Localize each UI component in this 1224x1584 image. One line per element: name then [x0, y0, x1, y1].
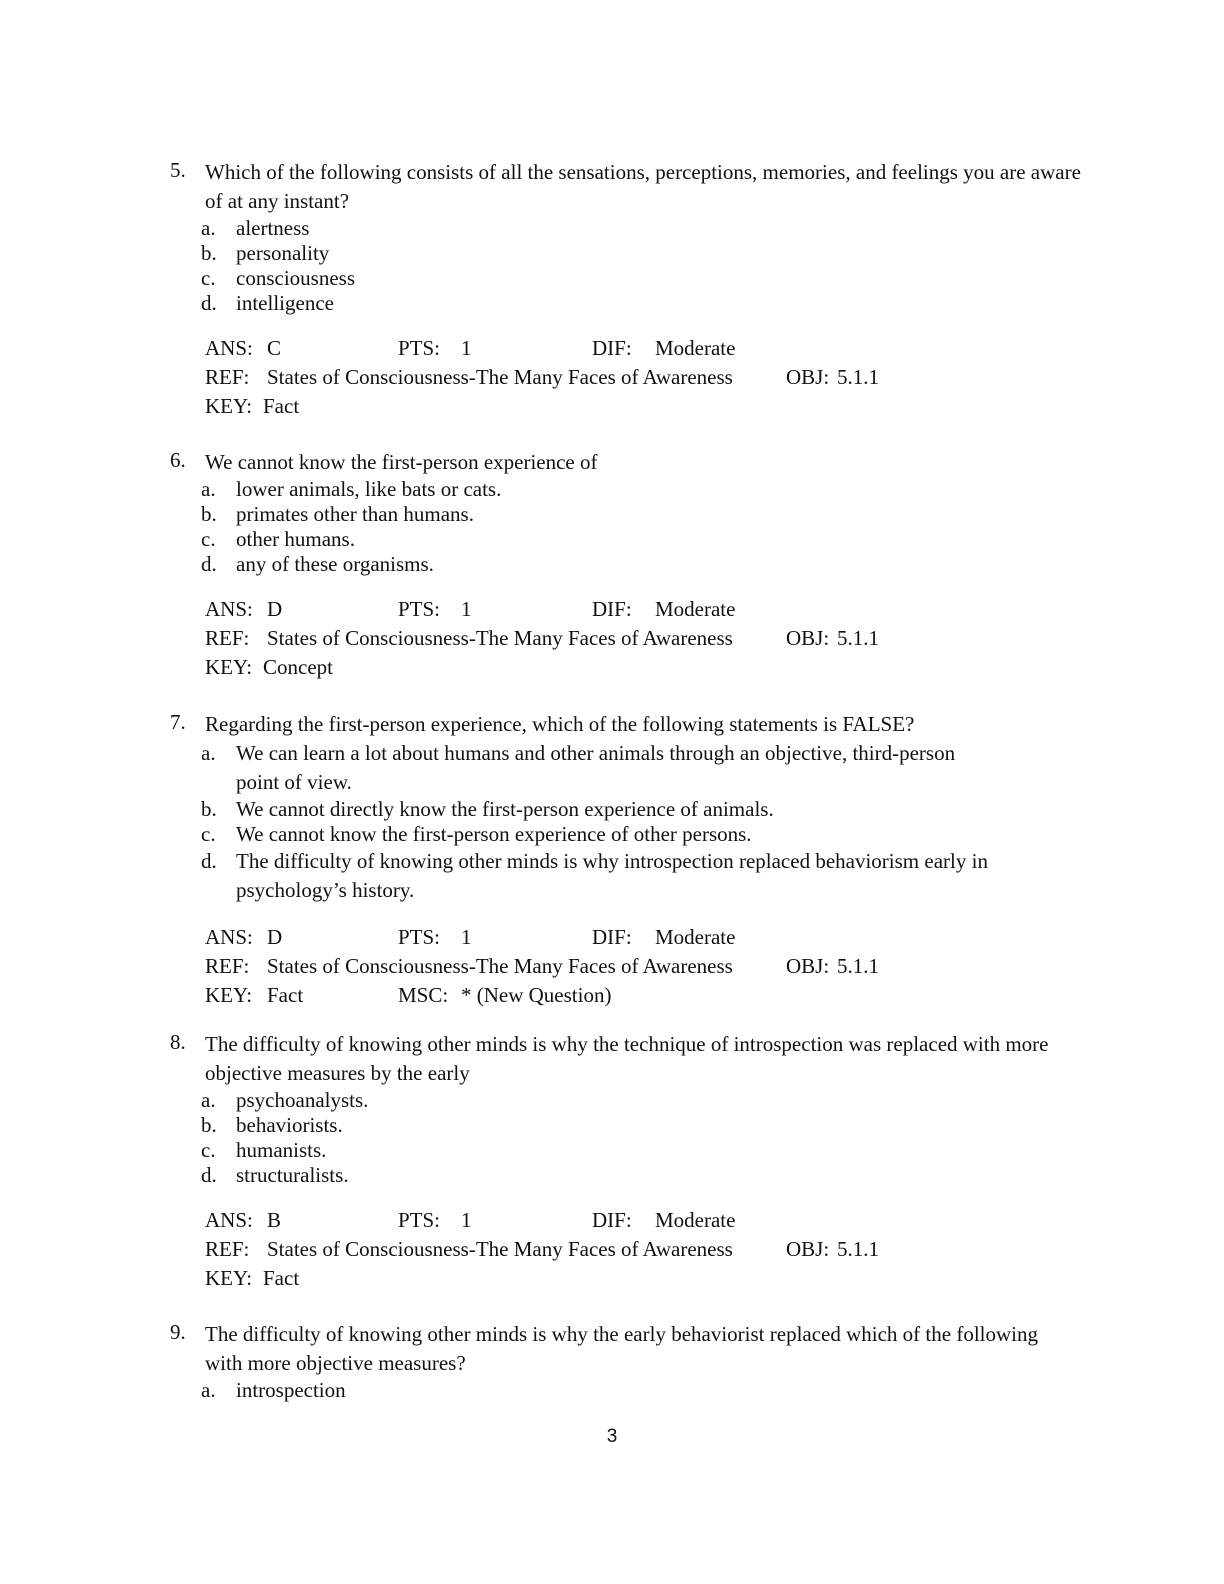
- obj-label: OBJ:: [786, 1237, 830, 1261]
- key-label: KEY:: [205, 655, 253, 679]
- pts-label: PTS:: [398, 597, 441, 621]
- question-stem: The difficulty of knowing other minds is why the technique of introspection was replaced with more objective measures by the early: [205, 1032, 1049, 1085]
- ans-label: ANS:: [205, 925, 253, 949]
- key-value: Fact: [263, 394, 300, 418]
- meta-row-ans: [205, 1206, 1090, 1235]
- ref-label: REF:: [205, 954, 250, 978]
- meta-row-ans: [205, 923, 1090, 952]
- pts-label: PTS:: [398, 925, 441, 949]
- choice-letter: a.: [201, 477, 216, 501]
- ans-label: ANS:: [205, 597, 253, 621]
- obj-value: 5.1.1: [837, 626, 879, 650]
- choice-b: [201, 241, 1090, 266]
- choice-letter: c.: [201, 527, 216, 551]
- choice-letter: a.: [201, 216, 216, 240]
- key-label: KEY:: [205, 394, 253, 418]
- choice-b: [201, 502, 1090, 527]
- meta-row-ref: [205, 1235, 1090, 1264]
- obj-label: OBJ:: [786, 626, 830, 650]
- choice-list: [170, 739, 1090, 905]
- obj-value: 5.1.1: [837, 954, 879, 978]
- ref-label: REF:: [205, 365, 250, 389]
- choice-letter: d.: [201, 552, 217, 576]
- meta-row-ref: [205, 363, 1090, 392]
- answer-metadata: [205, 923, 1090, 1009]
- key-value: Concept: [263, 655, 333, 679]
- ref-value: States of Consciousness-The Many Faces of Awareness: [267, 954, 733, 978]
- key-label: KEY:: [205, 1266, 253, 1290]
- choice-text: lower animals, like bats or cats.: [236, 477, 502, 501]
- choice-text: intelligence: [236, 291, 334, 315]
- choice-text: primates other than humans.: [236, 502, 474, 526]
- question-9: [170, 1320, 1090, 1403]
- question-7: [170, 710, 1090, 1009]
- msc-value: * (New Question): [461, 983, 612, 1007]
- ref-label: REF:: [205, 1237, 250, 1261]
- obj-value: 5.1.1: [837, 365, 879, 389]
- answer-metadata: [205, 334, 1090, 420]
- choice-letter: c.: [201, 822, 216, 846]
- choice-letter: b.: [201, 1113, 217, 1137]
- choice-text: consciousness: [236, 266, 355, 290]
- choice-text: structuralists.: [236, 1163, 349, 1187]
- pts-value: 1: [461, 1208, 472, 1232]
- choice-letter: d.: [201, 849, 217, 873]
- choice-text: alertness: [236, 216, 310, 240]
- page-number: 3: [606, 1426, 618, 1447]
- choice-letter: b.: [201, 797, 217, 821]
- choice-letter: b.: [201, 241, 217, 265]
- choice-c: [201, 266, 1090, 291]
- choice-letter: a.: [201, 741, 216, 765]
- choice-letter: a.: [201, 1088, 216, 1112]
- key-label: KEY:: [205, 983, 253, 1007]
- choice-list: [170, 1378, 1090, 1403]
- choice-letter: d.: [201, 291, 217, 315]
- dif-value: Moderate: [655, 336, 736, 360]
- choice-a: [201, 1378, 1090, 1403]
- choice-text: other humans.: [236, 527, 355, 551]
- meta-row-ans: [205, 334, 1090, 363]
- meta-row-ref: [205, 624, 1090, 653]
- choice-c: [201, 527, 1090, 552]
- question-8: [170, 1030, 1090, 1292]
- question-5: [170, 158, 1090, 420]
- question-stem: The difficulty of knowing other minds is why the early behaviorist replaced which of the following with more objective measures?: [205, 1322, 1038, 1375]
- choice-text: We can learn a lot about humans and other animals through an objective, third-person point of view.: [236, 741, 956, 794]
- choice-letter: a.: [201, 1378, 216, 1402]
- pts-value: 1: [461, 925, 472, 949]
- ans-value: B: [267, 1208, 282, 1232]
- question-stem: Which of the following consists of all the sensations, perceptions, memories, and feelings you are aware of at any instant?: [205, 160, 1081, 213]
- ans-value: D: [267, 597, 283, 621]
- meta-row-key: [205, 653, 1090, 682]
- ans-value: D: [267, 925, 283, 949]
- choice-list: [170, 477, 1090, 577]
- dif-label: DIF:: [592, 336, 632, 360]
- choice-letter: d.: [201, 1163, 217, 1187]
- choice-list: [170, 1088, 1090, 1188]
- dif-label: DIF:: [592, 597, 632, 621]
- choice-a: [201, 739, 996, 797]
- choice-c: [201, 1138, 1090, 1163]
- question-stem: Regarding the first-person experience, which of the following statements is FALSE?: [205, 712, 915, 736]
- obj-label: OBJ:: [786, 954, 830, 978]
- question-number: 9.: [170, 1320, 186, 1344]
- msc-label: MSC:: [398, 983, 449, 1007]
- choice-d: [201, 552, 1090, 577]
- ref-label: REF:: [205, 626, 250, 650]
- question-stem: We cannot know the first-person experience of: [205, 450, 598, 474]
- choice-text: We cannot know the first-person experience of other persons.: [236, 822, 752, 846]
- ref-value: States of Consciousness-The Many Faces of Awareness: [267, 626, 733, 650]
- choice-text: We cannot directly know the first-person experience of animals.: [236, 797, 774, 821]
- choice-a: [201, 477, 1090, 502]
- choice-letter: b.: [201, 502, 217, 526]
- meta-row-key: [205, 1264, 1090, 1293]
- choice-text: any of these organisms.: [236, 552, 434, 576]
- meta-row-ans: [205, 595, 1090, 624]
- ans-value: C: [267, 336, 282, 360]
- question-number: 6.: [170, 448, 186, 472]
- choice-text: personality: [236, 241, 330, 265]
- dif-value: Moderate: [655, 597, 736, 621]
- choice-a: [201, 216, 1090, 241]
- dif-value: Moderate: [655, 1208, 736, 1232]
- choice-a: [201, 1088, 1090, 1113]
- obj-value: 5.1.1: [837, 1237, 879, 1261]
- dif-label: DIF:: [592, 1208, 632, 1232]
- answer-metadata: [205, 1206, 1090, 1292]
- pts-value: 1: [461, 336, 472, 360]
- ref-value: States of Consciousness-The Many Faces of Awareness: [267, 1237, 733, 1261]
- meta-row-key: [205, 392, 1090, 421]
- dif-value: Moderate: [655, 925, 736, 949]
- answer-metadata: [205, 595, 1090, 681]
- ref-value: States of Consciousness-The Many Faces of Awareness: [267, 365, 733, 389]
- choice-list: [170, 216, 1090, 316]
- choice-letter: c.: [201, 1138, 216, 1162]
- choice-text: humanists.: [236, 1138, 327, 1162]
- key-value: Fact: [267, 983, 304, 1007]
- dif-label: DIF:: [592, 925, 632, 949]
- pts-value: 1: [461, 597, 472, 621]
- question-number: 7.: [170, 710, 186, 734]
- choice-letter: c.: [201, 266, 216, 290]
- choice-d: [201, 847, 1026, 905]
- choice-text: The difficulty of knowing other minds is why introspection replaced behaviorism early in psychology’s history.: [236, 849, 988, 902]
- question-number: 8.: [170, 1030, 186, 1054]
- choice-text: introspection: [236, 1378, 346, 1402]
- meta-row-ref: [205, 952, 1090, 981]
- key-value: Fact: [263, 1266, 300, 1290]
- ans-label: ANS:: [205, 336, 253, 360]
- question-number: 5.: [170, 158, 186, 182]
- pts-label: PTS:: [398, 336, 441, 360]
- choice-c: [201, 822, 1090, 847]
- choice-d: [201, 1163, 1090, 1188]
- choice-text: psychoanalysts.: [236, 1088, 369, 1112]
- choice-d: [201, 291, 1090, 316]
- choice-text: behaviorists.: [236, 1113, 343, 1137]
- obj-label: OBJ:: [786, 365, 830, 389]
- pts-label: PTS:: [398, 1208, 441, 1232]
- question-6: [170, 448, 1090, 681]
- choice-b: [201, 797, 1090, 822]
- ans-label: ANS:: [205, 1208, 253, 1232]
- meta-row-key: [205, 981, 1090, 1010]
- choice-b: [201, 1113, 1090, 1138]
